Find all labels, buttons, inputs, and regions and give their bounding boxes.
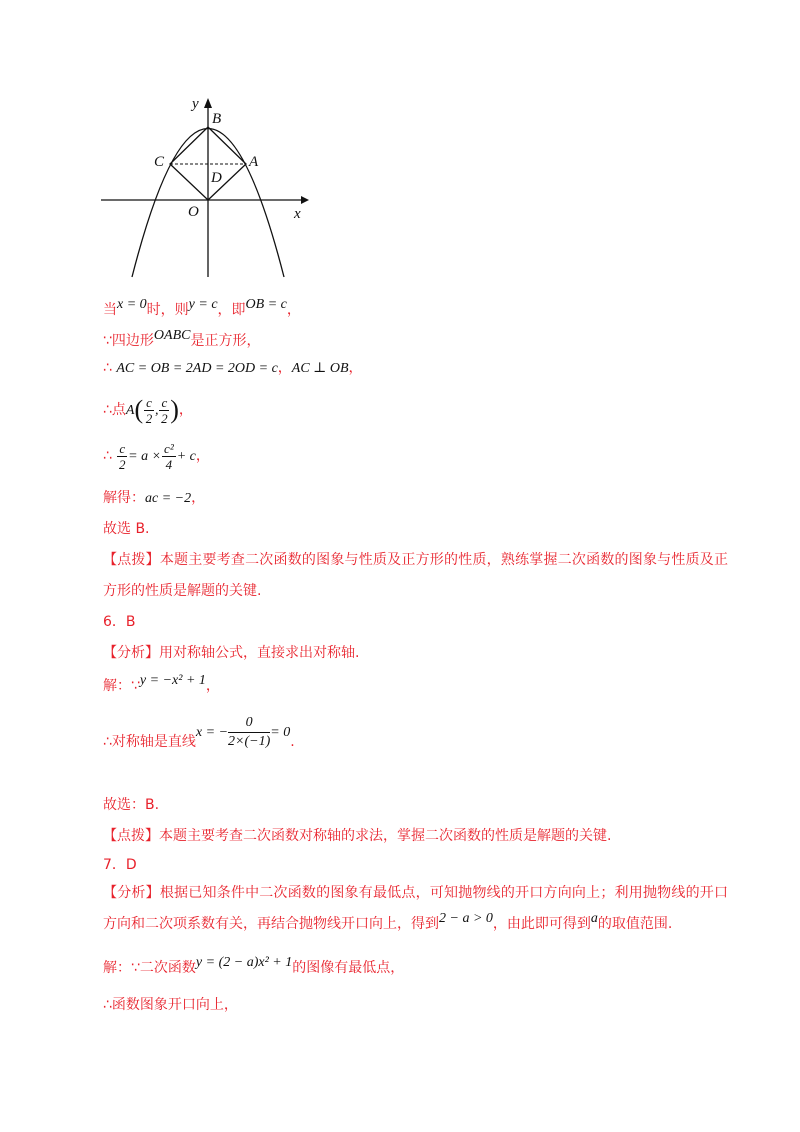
math-a-times: = a ×: [128, 449, 162, 464]
fraction-0-over: $\frac{0}{2\times(-1)}$: [228, 714, 271, 749]
fraction-c-over-2: $\frac{c}{2}$: [161, 394, 168, 426]
fraction-c-over-2: $\frac{c}{2}$: [119, 440, 126, 472]
label-O: O: [188, 204, 199, 220]
math-plus-c: + c: [176, 449, 196, 464]
text: 时，则: [146, 302, 189, 318]
math-y-eq: y = (2 − a)x² + 1: [195, 955, 293, 970]
text: 的图像有最低点，: [292, 960, 405, 976]
question-6-answer: 6．B: [103, 614, 136, 630]
label-D: D: [211, 170, 222, 186]
label-y: y: [192, 96, 199, 112]
text: ∴: [103, 448, 117, 464]
text: ∴点: [103, 402, 126, 418]
text: ，: [205, 678, 220, 694]
math-x-eq-minus: x = −: [195, 725, 229, 740]
solution-7-line-2: ∴函数图象开口向上，: [103, 997, 238, 1013]
analysis-6: 【分析】用对称轴公式，直接求出对称轴.: [103, 645, 360, 661]
text: ，: [348, 360, 363, 376]
solution-line-4: ∴点A( $\frac{c}{2}$ , $\frac{c}{2}$ )，: [103, 394, 193, 426]
solution-line-3: [103, 358, 363, 379]
math-OABC: OABC: [153, 328, 191, 343]
math-x-eq-0: x = 0: [117, 297, 147, 312]
text: ∵四边形: [103, 333, 154, 349]
label-B: B: [212, 111, 222, 127]
text: 解：∵二次函数: [103, 960, 196, 976]
parabola-square-figure: [96, 92, 316, 282]
math-equalities: AC = OB = 2AD = 2OD = c: [116, 361, 278, 376]
solution-7-line-1: [103, 955, 405, 979]
solution-6-line-2: [103, 714, 295, 763]
label-A: A: [249, 154, 259, 170]
text: 的取值范围.: [597, 916, 673, 932]
text: ，: [195, 448, 210, 464]
question-7-answer: 7．D: [103, 857, 137, 873]
text: ，由此即可得到: [492, 916, 591, 932]
solution-6-line-1: [103, 673, 220, 697]
math-perpendicular: AC ⊥ OB: [291, 361, 349, 376]
answer-5: 故选 B.: [103, 521, 150, 537]
text: ，: [277, 360, 292, 376]
math-OB-eq-c: OB = c: [245, 297, 287, 312]
text: ∴: [103, 360, 117, 376]
comma: ,: [154, 403, 159, 418]
math-eq-0: = 0: [270, 725, 291, 740]
text: ，: [178, 402, 193, 418]
math-y-eq: y = −x² + 1: [139, 673, 206, 688]
math-y-eq-c: y = c: [188, 297, 218, 312]
text: .: [290, 734, 295, 750]
math-2-minus-a: 2 − a > 0: [439, 911, 493, 926]
y-axis-arrow: [204, 98, 212, 108]
remark-6: 【点拨】本题主要考查二次函数对称轴的求法，掌握二次函数的性质是解题的关键.: [103, 828, 612, 844]
answer-6: 故选：B.: [103, 797, 160, 813]
math-ac-eq: ac = −2: [145, 491, 192, 506]
solution-line-1: [103, 297, 301, 321]
text: 是正方形，: [190, 333, 261, 349]
x-axis-arrow: [301, 196, 309, 204]
text: 解：∵: [103, 678, 140, 694]
math-A: A: [125, 403, 135, 418]
remark-5: 【点拨】本题主要考查二次函数的图象与性质及正方形的性质，熟练掌握二次函数的图象与性质及正方形的性质是解题的关键.: [103, 552, 728, 599]
label-x: x: [294, 206, 301, 222]
fraction-c-over-2: $\frac{c}{2}$: [145, 394, 153, 426]
text: 【分析】根据已知条件中二次函数的图象有最低点，可知抛物线的开口方向向上；利用抛物线的开口方向和二次项系数有关，再结合抛物线开口向上，得到: [103, 885, 728, 932]
label-C: C: [154, 154, 165, 170]
text: ，: [191, 490, 206, 506]
solution-line-5: [103, 440, 210, 473]
analysis-7: [103, 878, 728, 940]
math-a: a: [590, 911, 598, 926]
fraction-c2-over-4: $\frac{\text{c²}}{4}$: [164, 440, 174, 472]
solution-line-2: [103, 328, 261, 352]
text: 解得：: [103, 490, 145, 506]
text: ∴对称轴是直线: [103, 734, 196, 750]
text: ，: [286, 302, 301, 318]
text: ，即: [217, 302, 246, 318]
text: 当: [103, 302, 117, 318]
solution-line-6: [103, 488, 205, 509]
